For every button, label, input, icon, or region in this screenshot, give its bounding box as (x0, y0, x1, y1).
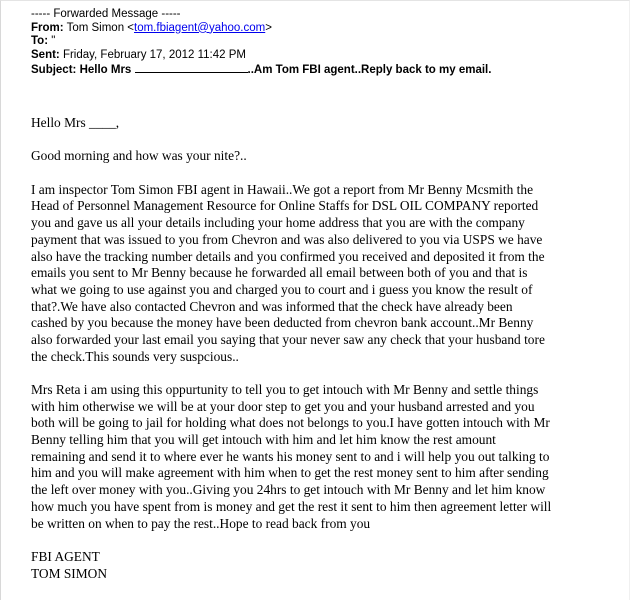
text-line: also forwarded your last email you saying that your never saw any check that your husband tore (31, 331, 545, 347)
text-line: Head of Personnel Management Resource for Online Staffs for DSL OIL COMPANY reported (31, 198, 539, 214)
text-line: what we going to use against you and charged you to court and i guess you know the result of (31, 281, 533, 297)
from-name: Tom Simon < (63, 21, 135, 34)
text-line: the left over money with you..Giving you 24hrs to get intouch with Mr Benny and let him know (31, 482, 546, 498)
to-line (31, 35, 611, 49)
forwarded-marker: ----- Forwarded Message ----- (31, 8, 181, 20)
text-line: Benny telling him that you will get intouch with him and let him know the rest amount (31, 432, 496, 448)
subject-label: Subject: (31, 64, 77, 77)
email-header (31, 8, 611, 76)
text-line: emails you sent to Mr Benny because he forwarded all email between both of you and that is (31, 265, 528, 281)
signature-title: FBI AGENT (31, 548, 100, 564)
text-line: cashed by you because the money have been deducted from chevron bank account..Mr Benny (31, 315, 534, 331)
from-close: > (265, 21, 272, 34)
from-label: From: (31, 21, 64, 34)
text-line: remaining and send it to where ever he wants his money sent to and i will help you out talking to (31, 448, 550, 464)
subject-suffix: ..Am Tom FBI agent..Reply back to my email. (247, 64, 492, 77)
signature-name: TOM SIMON (31, 565, 108, 581)
text-line: how much you have spent from is money and get the rest it sent to him then agreement letter will (31, 498, 552, 514)
subject-prefix: Hello Mrs (76, 64, 135, 77)
from-email-link[interactable]: tom.fbiagent@yahoo.com (134, 21, 266, 34)
sent-line (31, 49, 611, 63)
sent-value: Friday, February 17, 2012 11:42 PM (59, 48, 246, 61)
text-line: with him otherwise we will be at your door step to get you and your husband arrested and you (31, 398, 535, 414)
text-line: payment that was issued to you from Chevron and was also delivered to you via USPS we have (31, 231, 543, 247)
to-value: " (48, 35, 56, 48)
opening-line: Good morning and how was your nite?.. (31, 148, 247, 164)
text-line: the check.This sounds very suspcious.. (31, 348, 239, 364)
text-line: him and you will make agreement with him when to get the rest money sent to him after sending (31, 465, 549, 481)
email-body (31, 115, 611, 582)
greeting: Hello Mrs ____, (31, 115, 120, 130)
text-line: you and gave us all your details including your home address that you are with the company (31, 215, 525, 231)
sent-label: Sent: (31, 48, 60, 61)
text-line: be written on when to pay the rest..Hope to read back from you (31, 515, 371, 531)
subject-blank-line (135, 62, 248, 73)
text-line: also have the tracking number details and you confirmed you received and deposited it from the (31, 248, 545, 264)
to-label: To: (31, 35, 49, 48)
paragraph-2 (31, 382, 611, 532)
text-line: I am inspector Tom Simon FBI agent in Hawaii..We got a report from Mr Benny Mcsmith the (31, 181, 534, 197)
from-line (31, 22, 611, 36)
text-line: that?.We have also contacted Chevron and was informed that the check have already been (31, 298, 513, 314)
subject-line (31, 62, 611, 76)
paragraph-1 (31, 182, 611, 366)
text-line: Mrs Reta i am using this oppurtunity to tell you to get intouch with Mr Benny and settle things (31, 382, 539, 397)
text-line: both will be going to jail for holding what does not belongs to you.I have gotten intouch with Mr (31, 415, 550, 431)
